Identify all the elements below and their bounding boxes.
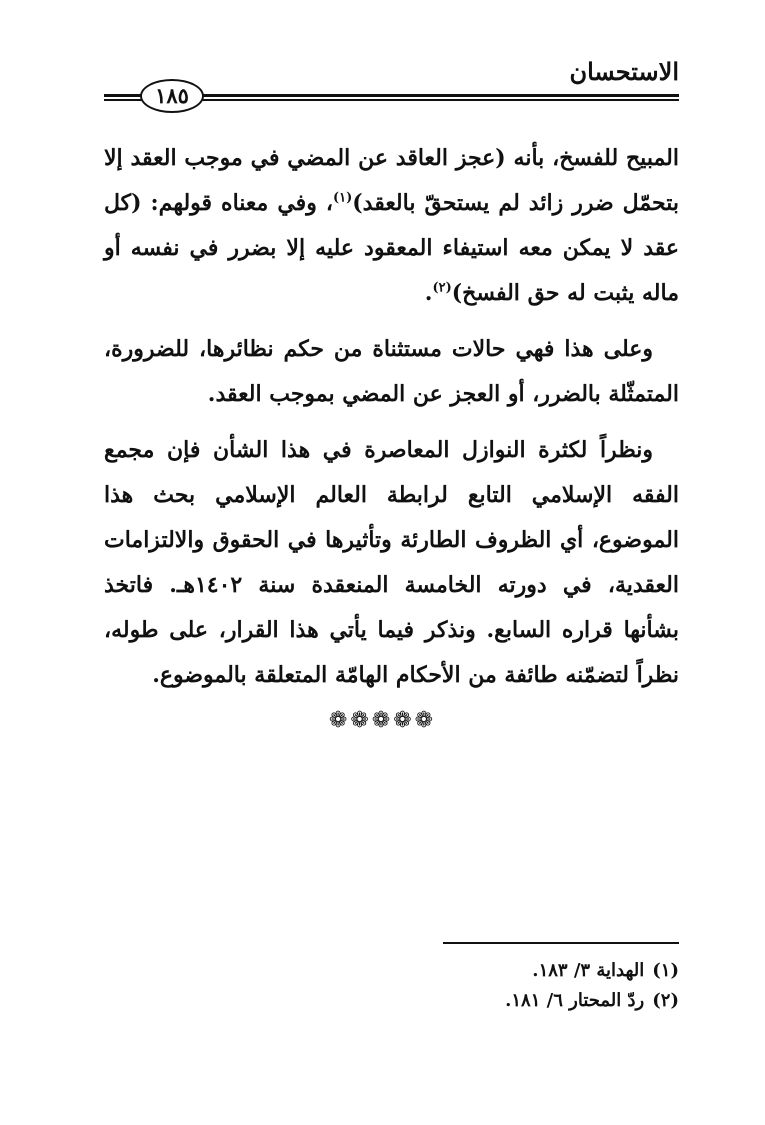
footnote-separator: [443, 942, 679, 944]
paragraph-1: [104, 136, 679, 316]
footnote-1: [300, 956, 679, 986]
footnote-2-number: (٢): [652, 990, 679, 1011]
footnote-1-text: الهداية ٣/ ١٨٣.: [532, 960, 645, 981]
page-number: ١٨٥: [140, 79, 204, 113]
footnote-2-text: ردّ المحتار ٦/ ١٨١.: [505, 990, 645, 1011]
footnote-2: [300, 986, 679, 1016]
body-text: [104, 136, 679, 698]
footnote-1-number: (١): [652, 960, 679, 981]
footnotes: [300, 956, 679, 1016]
paragraph-1-part-3: .: [424, 280, 433, 306]
paragraph-1-part-2: ، وفي معناه قولهم: (كل عقد لا يمكن معه استيفاء المعقود عليه إلا بضرر في نفسه أو ماله يثبت له حق الفسخ): [104, 190, 679, 306]
footnote-ref-1: (١): [332, 190, 353, 206]
paragraph-2: وعلى هذا فهي حالات مستثناة من حكم نظائرها، للضرورة، المتمثّلة بالضرر، أو العجز عن المضي بموجب العقد.: [104, 336, 679, 407]
section-ornament: ❁❁❁❁❁: [328, 708, 437, 733]
running-title: الاستحسان: [569, 57, 679, 86]
footnote-ref-2: (٢): [432, 280, 452, 296]
paragraph-1-part-1: المبيح للفسخ، بأنه (عجز العاقد عن المضي في موجب العقد إلا بتحمّل ضرر زائد لم يستحقّ بالعقد): [104, 145, 680, 216]
paragraph-3: ونظراً لكثرة النوازل المعاصرة في هذا الشأن فإن مجمع الفقه الإسلامي التابع لرابطة العالم الإسلامي بحث هذا الموضوع، أي الظروف الطارئة وتأثيرها في الحقوق والالتزامات العقدية، في دورته الخامسة المنعقدة سنة ١٤٠٢هـ. فاتخذ بشأنها قراره السابع. ونذكر فيما يأتي هذا القرار، على طوله، نظراً لتضمّنه طائفة من الأحكام الهامّة المتعلقة بالموضوع.: [104, 437, 679, 688]
